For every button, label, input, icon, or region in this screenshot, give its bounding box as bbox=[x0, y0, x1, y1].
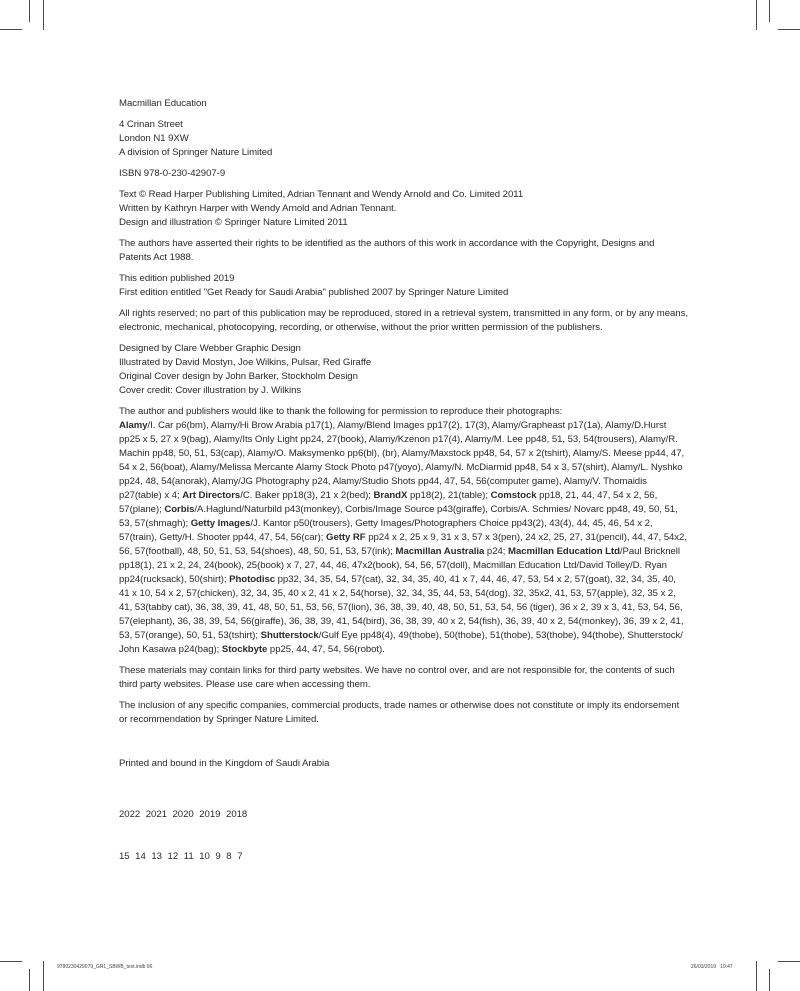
moral-rights: The authors have asserted their rights to be identified as the authors of this work in accordance with the Copyright, Designs and Patents Act 1988. bbox=[119, 238, 655, 263]
address-block bbox=[119, 118, 689, 160]
credit-detail: /C. Baker pp18(3), 21 x 2(bed); bbox=[240, 490, 374, 501]
credit-detail: /A.Haglund/Naturbild p43(monkey), Corbis/Image Source p43(giraffe), Corbis/A. Schmies/ Novarc pp48, 49, 50, 51, 53, 57(shmagh); bbox=[119, 504, 678, 529]
credit-source: Stockbyte bbox=[221, 644, 268, 655]
credit-detail: /Paul Bricknell pp18(1), 21 x 2, 24, 24(book), 25(book) x 7, 27, 44, 46, 47x2(book), 54, 56, 57(doll), Macmillan Education Ltd/David Tolley/D. Ryan pp24(rucksack), 50(shirt); bbox=[119, 546, 680, 585]
design-credit: Cover credit: Cover illustration by J. Wilkins bbox=[119, 385, 302, 396]
print-years: 2022 2021 2020 2019 2018 bbox=[119, 809, 248, 820]
crop-mark bbox=[756, 0, 757, 30]
rights-block bbox=[119, 307, 689, 335]
credit-detail: /Gulf Eye pp48(4), 49(thobe), 50(thobe), 51(thobe), 53(thobe), 94(thobe), Shutterstock/ John Kasawa p24(bag); bbox=[119, 630, 683, 655]
credit-detail: pp24 x 2, 25 x 9, 31 x 3, 57 x 3(pen), 24 x2, 25, 27, 31(pencil), 44, 47, 54x2, 56, 57(football), 48, 50, 51, 53, 54(shoes), 48, 50, 51, 53, 57(ink); bbox=[119, 532, 687, 557]
endorsement-block bbox=[119, 699, 689, 727]
crop-mark bbox=[43, 0, 44, 30]
crop-mark bbox=[769, 0, 770, 22]
printed-in: Printed and bound in the Kingdom of Saudi Arabia bbox=[119, 758, 330, 769]
credit-source: Alamy bbox=[119, 420, 148, 431]
credit-detail: pp25, 44, 47, 54, 56(robot). bbox=[267, 644, 385, 655]
copyright-line: Design and illustration © Springer Nature Limited 2011 bbox=[119, 217, 348, 228]
credit-detail: pp18, 21, 44, 47, 54 x 2, 56, 57(plane); bbox=[119, 490, 658, 515]
printed-block bbox=[119, 757, 689, 771]
slug-left: 9780230429079_GR1_SBWB_text.indb 96 bbox=[57, 964, 153, 970]
print-line-block bbox=[119, 780, 689, 892]
crop-mark bbox=[778, 961, 800, 962]
third-party-notice: These materials may contain links for third party websites. We have no control over, and are not responsible for, the contents of such third party websites. Please use care when accessing them. bbox=[119, 665, 675, 690]
crop-mark bbox=[29, 969, 30, 991]
credit-detail: pp32, 34, 35, 54, 57(cat), 32, 34, 35, 40, 41 x 7, 44, 46, 47, 53, 54 x 2, 57(goat), 32, 34, 35, 40, 41 x 10, 54 x 2, 57(chicken), 32, 34, 35, 40 x 2, 41 x 2, 54(horse), 32, 34, 35, 44, 53, 54(dog), 32, 35x2, 41, 53, 57(apple), 32, 35 x 2, 41, 53(tabby cat), 36, 38, 39, 41, 48, 50, 51, 53, 56, 57(lion), 36, 38, 39, 40, 48, 50, 51, 53, 54, 56 (tiger), 36 x 2, 39 x 3, 41, 53, 54, 56, 57(elephant), 36, 38, 39, 54, 56(giraffe), 36, 38, 39, 41, 54(bird), 36, 38, 39, 40 x 2, 54(fish), 36, 39, 40 x 2, 54(monkey), 36, 39 x 2, 41, 53, 57(orange), 50, 51, 53(tshirt); bbox=[119, 574, 684, 641]
crop-mark bbox=[0, 961, 22, 962]
crop-mark bbox=[756, 961, 757, 991]
third-party-block bbox=[119, 664, 689, 692]
design-credits-block bbox=[119, 342, 689, 398]
rights-reserved: All rights reserved; no part of this publication may be reproduced, stored in a retrieval system, transmitted in any form, or by any means, electronic, mechanical, photocopying, recording, or otherwise, without the prior written permission of the publishers. bbox=[119, 308, 688, 333]
credit-detail: /J. Kantor p50(trousers), Getty Images/Photographers Choice pp43(2), 43(4), 44, 45, 46, 54 x 2, 57(train), Getty/H. Shooter pp44, 47, 54, 56(car); bbox=[119, 518, 653, 543]
edition-line: First edition entitled "Get Ready for Saudi Arabia" published 2007 by Springer Nature Limited bbox=[119, 287, 509, 298]
credit-source: Getty RF bbox=[326, 532, 366, 543]
print-numbers: 15 14 13 12 11 10 9 8 7 bbox=[119, 851, 243, 862]
address-line: A division of Springer Nature Limited bbox=[119, 147, 273, 158]
publisher-block bbox=[119, 97, 689, 111]
crop-mark bbox=[778, 29, 800, 30]
credit-source: Art Directors bbox=[182, 490, 241, 501]
design-credit: Original Cover design by John Barker, Stockholm Design bbox=[119, 371, 358, 382]
edition-block bbox=[119, 272, 689, 300]
publisher-name: Macmillan Education bbox=[119, 98, 207, 109]
address-line: London N1 9XW bbox=[119, 133, 189, 144]
crop-mark bbox=[43, 961, 44, 991]
photo-credits-list bbox=[119, 419, 689, 657]
design-credit: Illustrated by David Mostyn, Joe Wilkins, Pulsar, Red Giraffe bbox=[119, 357, 372, 368]
credit-source: Getty Images bbox=[190, 518, 251, 529]
credit-source: Macmillan Education Ltd bbox=[508, 546, 620, 557]
copyright-line: Text © Read Harper Publishing Limited, Adrian Tennant and Wendy Arnold and Co. Limited 2011 bbox=[119, 189, 524, 200]
credit-detail: p24; bbox=[484, 546, 509, 557]
edition-line: This edition published 2019 bbox=[119, 273, 235, 284]
imprint-text bbox=[119, 97, 689, 899]
address-line: 4 Crinan Street bbox=[119, 119, 183, 130]
isbn: ISBN 978-0-230-42907-9 bbox=[119, 168, 226, 179]
endorsement-notice: The inclusion of any specific companies, commercial products, trade names or otherwise does not constitute or imply its endorsement or recommendation by Springer Nature Limited. bbox=[119, 700, 680, 725]
credit-detail: pp18(2), 21(table); bbox=[407, 490, 491, 501]
credit-source: BrandX bbox=[373, 490, 408, 501]
credit-source: Comstock bbox=[490, 490, 537, 501]
photo-credits-intro: The author and publishers would like to thank the following for permission to reproduce their photographs: bbox=[119, 406, 563, 417]
credit-detail: /I. Car p6(bm), Alamy/Hi Brow Arabia p17(1), Alamy/Blend Images pp17(2), 17(3), Alamy/Grapheast p17(1a), Alamy/D.Hurst pp25 x 5, 27 x 9(bag), Alamy/Its Only Light pp24, 27(book), Alamy/Kzenon p17(4), Alamy/M. Lee pp48, 51, 53, 54(trousers), Alamy/R. Machin pp48, 50, 51, 53(cap), Alamy/O. Maksymenko pp6(bl), (br), Alamy/Maxstock pp48, 54, 57 x 2(tshirt), Alamy/S. Meese pp44, 47, 54 x 2, 56(boat), Alamy/Melissa Mercante Alamy Stock Photo p47(yoyo), Alamy/N. McDiarmid pp48, 54 x 3, 57(shirt), Alamy/L. Nyshko pp24, 48, 54(anorak), Alamy/JG Photography p24, Alamy/Studio Shots pp44, 47, 54, 56(computer game), Alamy/V. Thomaidis p27(table) x 4; bbox=[119, 420, 685, 501]
photo-credits-block bbox=[119, 405, 689, 657]
moral-rights-block bbox=[119, 237, 689, 265]
credit-source: Corbis bbox=[164, 504, 195, 515]
copyright-line: Written by Kathryn Harper with Wendy Arnold and Adrian Tennant. bbox=[119, 203, 397, 214]
copyright-block bbox=[119, 188, 689, 230]
spacer bbox=[119, 734, 689, 757]
credit-source: Photodisc bbox=[229, 574, 276, 585]
crop-mark bbox=[769, 969, 770, 991]
crop-mark bbox=[0, 29, 22, 30]
crop-mark bbox=[29, 0, 30, 22]
credit-source: Macmillan Australia bbox=[395, 546, 485, 557]
isbn-block bbox=[119, 167, 689, 181]
credit-source: Shutterstock bbox=[260, 630, 319, 641]
design-credit: Designed by Clare Webber Graphic Design bbox=[119, 343, 301, 354]
slug-right: 26/03/2019 10:47 bbox=[691, 964, 733, 970]
